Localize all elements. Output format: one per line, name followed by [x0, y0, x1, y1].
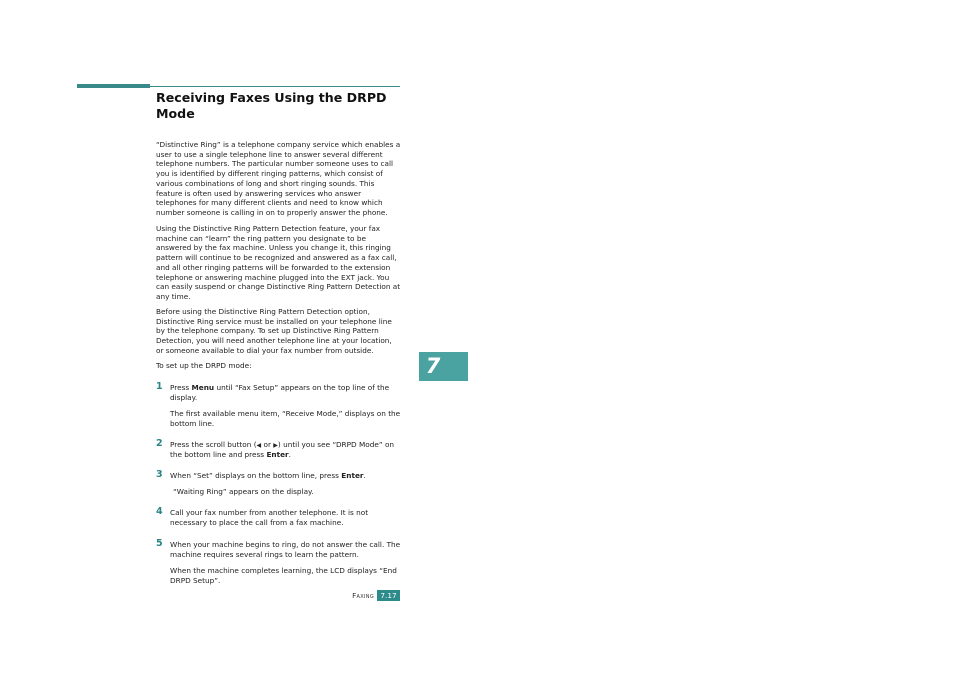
page-number: 7.17: [377, 590, 400, 601]
paragraph-intro: “Distinctive Ring” is a telephone company service which enables a user to use a single telephone line to answer several different telephone numbers. The particular number someone uses to call you is identified by different ringing patterns, which consist of various combinations of long and short ringing sounds. This feature is often used by answering services who answer telephones for many different clients and need to know which number someone is calling in on to properly answer the phone.: [156, 140, 401, 217]
heading-rule-thick: [77, 84, 150, 88]
step-1-key: Menu: [191, 383, 215, 392]
step-3-post: .: [363, 471, 366, 480]
step-3-note: “Waiting Ring” appears on the display.: [173, 487, 314, 496]
step-2-text: [170, 440, 402, 460]
step-2-key: Enter: [266, 450, 289, 460]
step-3-key: Enter: [341, 471, 364, 480]
right-arrow-icon: ▶: [273, 441, 278, 449]
step-2-pre: Press the scroll button (: [170, 440, 257, 449]
heading-rule-thin: [150, 86, 400, 87]
step-number-2: 2: [156, 438, 163, 449]
step-5-note: When the machine completes learning, the LCD displays “End DRPD Setup”.: [170, 566, 397, 585]
step-number-1: 1: [156, 381, 163, 392]
left-arrow-icon: ◀: [256, 441, 262, 449]
step-2-post: .: [288, 450, 291, 460]
step-1-pre: Press: [170, 383, 192, 392]
page-title: Receiving Faxes Using the DRPD Mode: [156, 90, 387, 121]
step-2-mid: or: [261, 440, 274, 449]
step-4-text: Call your fax number from another telephone. It is not necessary to place the call from a fax machine.: [170, 508, 369, 527]
step-3-pre: When “Set” displays on the bottom line, press: [170, 471, 342, 480]
step-2-mid2: ) until you see “DRPD Mode” on the bottom line and press: [170, 440, 395, 460]
step-number-4: 4: [156, 506, 163, 517]
step-number-3: 3: [156, 469, 163, 480]
chapter-number: 7: [425, 354, 441, 378]
step-1-note: The first available menu item, “Receive Mode,” displays on the bottom line.: [170, 409, 401, 428]
step-1-post: until “Fax Setup” appears on the top line of the display.: [170, 383, 390, 402]
footer-section-label: Faxing: [352, 591, 374, 600]
paragraph-detection: Using the Distinctive Ring Pattern Detection feature, your fax machine can “learn” the ring pattern you designate to be answered by the fax machine. Unless you change it, this ringing pattern will continue to be recognized and answered as a fax call, and all other ringing patterns will be forwarded to the extension telephone or answering machine plugged into the EXT jack. You can easily suspend or change Distinctive Ring Pattern Detection at any time.: [156, 224, 401, 301]
step-5-text: When your machine begins to ring, do not answer the call. The machine requires several rings to learn the pattern.: [170, 540, 401, 559]
step-number-5: 5: [156, 538, 163, 549]
step-3-text: [170, 471, 402, 481]
chapter-tab: [419, 352, 468, 381]
step-1-text: [170, 383, 402, 402]
paragraph-before-using: Before using the Distinctive Ring Pattern Detection option, Distinctive Ring service must be installed on your telephone line by the telephone company. To set up Distinctive Ring Pattern Detection, you will need another telephone line at your location, or someone available to dial your fax number from outside.: [156, 307, 392, 355]
paragraph-setup-intro: To set up the DRPD mode:: [156, 361, 252, 370]
